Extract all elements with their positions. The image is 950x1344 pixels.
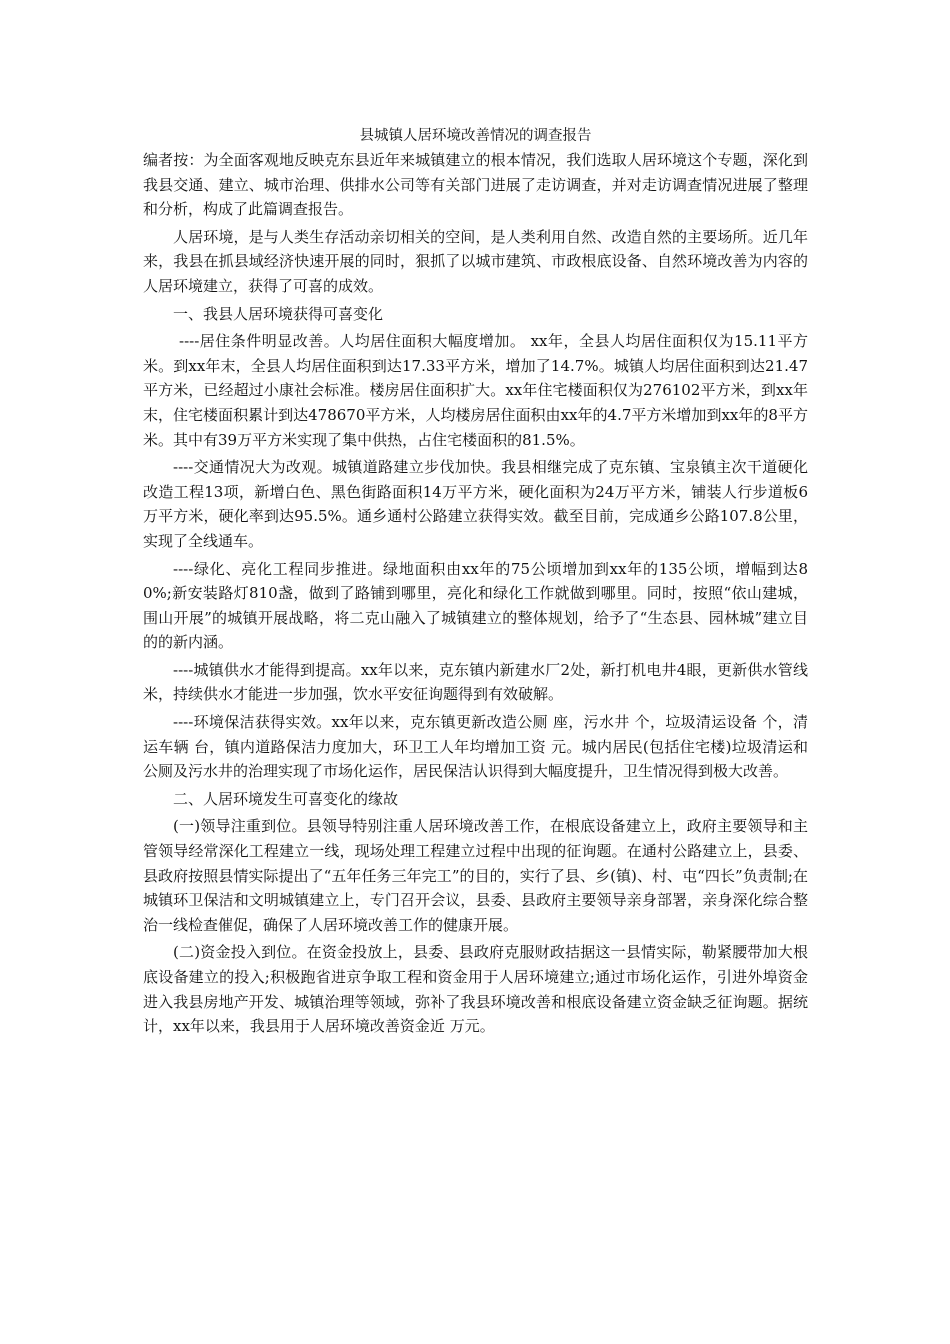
paragraph-water-supply: ----城镇供水才能得到提高。xx年以来，克东镇内新建水厂2处，新打机电井4眼，更新供水管线 米，持续供水才能进一步加强，饮水平安征询题得到有效破解。	[143, 660, 808, 704]
paragraph-funding: (二)资金投入到位。在资金投放上，县委、县政府克服财政拮据这一县情实际，勒紧腰带加大根底设备建立的投入;积极跑省进京争取工程和资金用于人居环境建立;通过市场化运作，引进外埠资金进入我县房地产开发、城镇治理等领域，弥补了我县环境改善和根底设备建立资金缺乏征询题。据统计，xx年以来，我县用于人居环境改善资金近 万元。	[143, 943, 808, 1036]
paragraph-housing: ----居住条件明显改善。人均居住面积大幅度增加。 xx年，全县人均居住面积仅为15.11平方米。到xx年末，全县人均居住面积到达17.33平方米，增加了14.7%。城镇人均居住面积到达21.47平方米，已经超过小康社会标准。楼房居住面积扩大。xx年住宅楼面积仅为276102平方米，到xx年末，住宅楼面积累计到达478670平方米，人均楼房居住面积由xx年的4.7平方米增加到xx年的8平方米。其中有39万平方米实现了集中供热，占住宅楼面积的81.5%。	[143, 332, 808, 449]
document-title: 县城镇人居环境改善情况的调查报告	[359, 128, 592, 144]
paragraph-sanitation: ----环境保洁获得实效。xx年以来，克东镇更新改造公厕 座，污水井 个，垃圾清运设备 个，清运车辆 台，镇内道路保洁力度加大，环卫工人年均增加工资 元。城内居民(包括住宅楼)垃圾清运和公厕及污水井的治理实现了市场化运作，居民保洁认识得到大幅度提升，卫生情况得到极大改善。	[143, 713, 808, 781]
intro-paragraph: 人居环境，是与人类生存活动亲切相关的空间，是人类利用自然、改造自然的主要场所。近几年来，我县在抓县域经济快速开展的同时，狠抓了以城市建筑、市政根底设备、自然环境改善为内容的人居环境建立，获得了可喜的成效。	[143, 227, 808, 295]
section-2-heading: 二、人居环境发生可喜变化的缘故	[173, 789, 399, 808]
paragraph-traffic: ----交通情况大为改观。城镇道路建立步伐加快。我县相继完成了克东镇、宝泉镇主次干道硬化改造工程13项，新增白色、黑色街路面积14万平方米，硬化面积为24万平方米，铺装人行步道板6万平方米，硬化率到达95.5%。通乡通村公路建立获得实效。截至目前，完成通乡公路107.8公里，实现了全线通车。	[143, 458, 808, 550]
document-page	[143, 124, 808, 1042]
editor-note: 编者按：为全面客观地反映克东县近年来城镇建立的根本情况，我们选取人居环境这个专题，深化到我县交通、建立、城市治理、供排水公司等有关部门进展了走访调查，并对走访调查情况进展了整理和分析，构成了此篇调查报告。	[143, 151, 808, 219]
paragraph-leadership: (一)领导注重到位。县领导特别注重人居环境改善工作，在根底设备建立上，政府主要领导和主管领导经常深化工程建立一线，现场处理工程建立过程中出现的征询题。在通村公路建立上，县委、县政府按照县情实际提出了“五年任务三年完工”的目的，实行了县、乡(镇)、村、屯“四长”负责制;在城镇环卫保洁和文明城镇建立上，专门召开会议，县委、县政府主要领导亲身部署，亲身深化综合整治一线检查催促，确保了人居环境改善工作的健康开展。	[143, 817, 808, 934]
section-1-heading: 一、我县人居环境获得可喜变化	[173, 304, 384, 323]
paragraph-greening: ----绿化、亮化工程同步推进。绿地面积由xx年的75公顷增加到xx年的135公顷，增幅到达80%;新安装路灯810盏，做到了路铺到哪里，亮化和绿化工作就做到哪里。同时，按照“依山建城，围山开展”的城镇开展战略，将二克山融入了城镇建立的整体规划，给予了“生态县、园林城”建立目的的新内涵。	[143, 559, 808, 652]
